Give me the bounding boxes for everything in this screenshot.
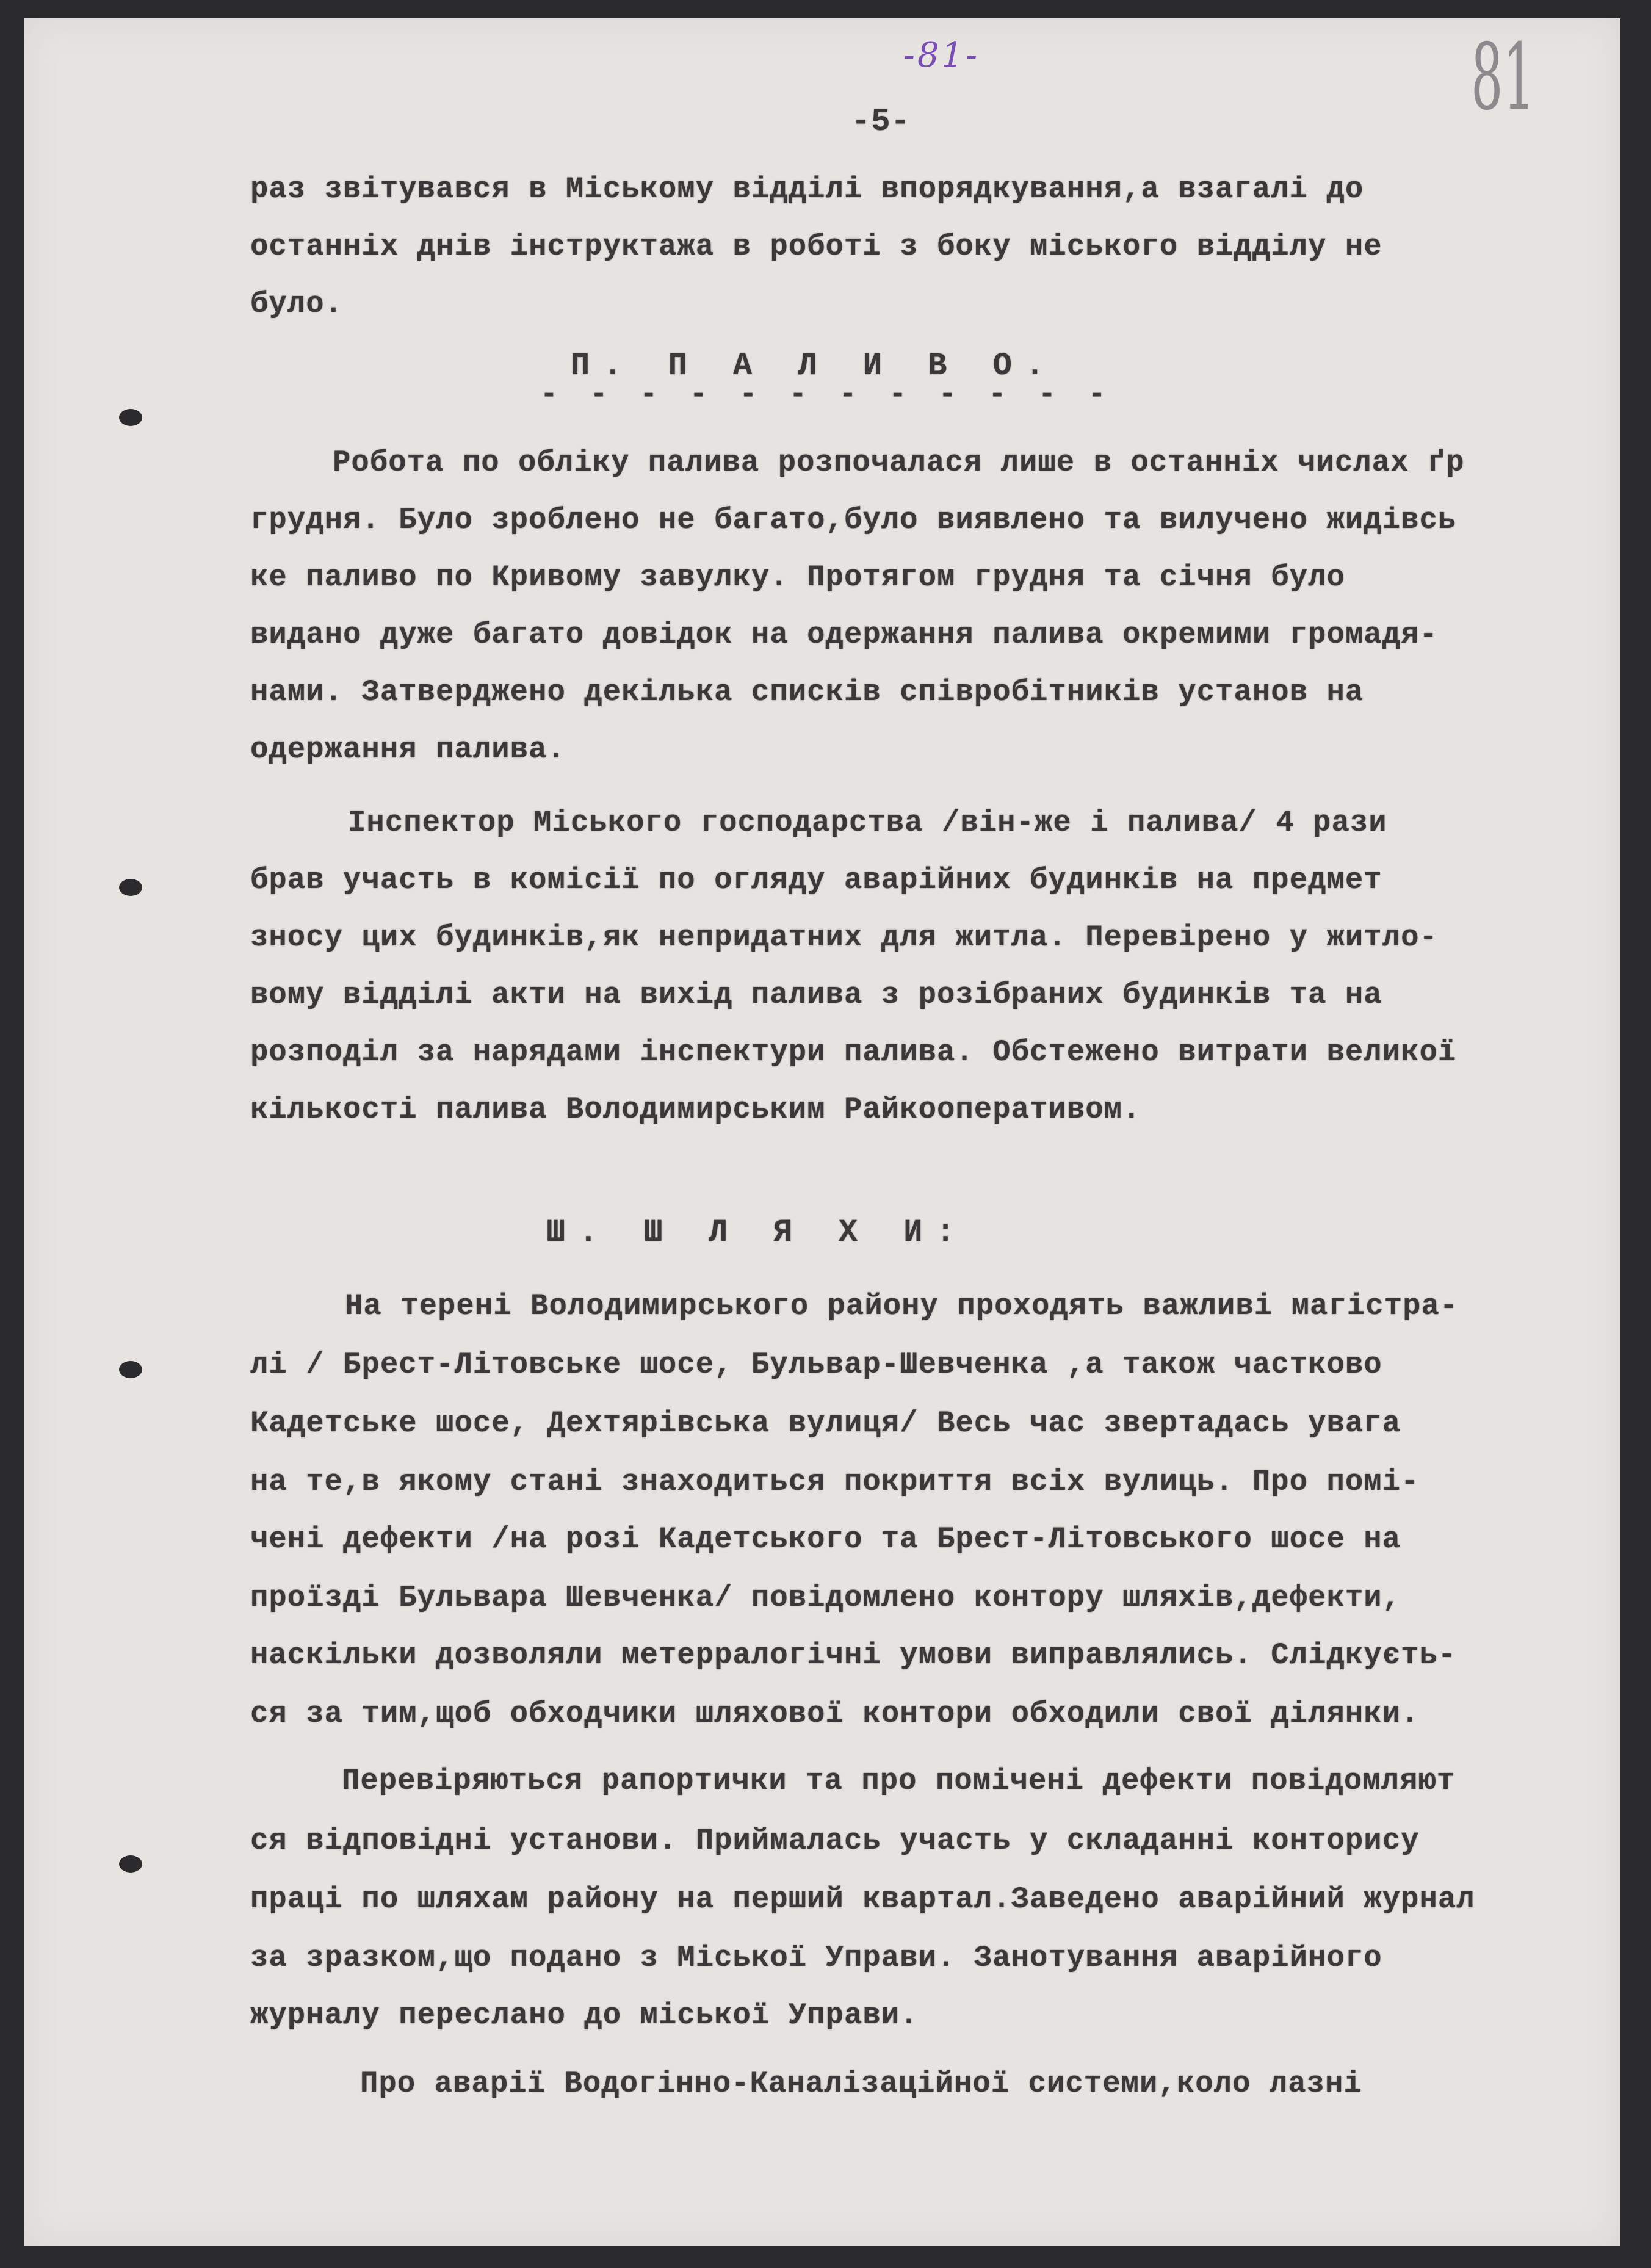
text-line: ся за тим,щоб обходчики шляхової контори обходили свої ділянки. (250, 1697, 1420, 1731)
text-line: на те,в якому стані знаходиться покриття всіх вулиць. Про помі- (250, 1465, 1420, 1499)
text-line: лі / Брест-Літовське шосе, Бульвар-Шевченка ,а також частково (250, 1348, 1382, 1382)
text-line: видано дуже багато довідок на одержання палива окремими громадя- (250, 618, 1438, 652)
section-title-underline: - - - - - - - - - - - - (540, 378, 1113, 411)
text-line: чені дефекти /на розі Кадетського та Брест-Літовського шосе на (250, 1522, 1401, 1556)
text-line: Перевіряються рапортички та про помічені дефекти повідомляют (342, 1764, 1456, 1798)
text-line: раз звітувався в Міському відділі впорядкування,а взагалі до (250, 172, 1364, 206)
text-line: Робота по обліку палива розпочалася лише в останніх числах ґр (333, 446, 1465, 480)
text-line: одержання палива. (250, 732, 566, 767)
punch-hole (119, 1361, 142, 1378)
text-line: наскільки дозволяли метерралогічні умови виправлялись. Слідкуєть- (250, 1638, 1457, 1672)
text-line: журналу переслано до міської Управи. (250, 1998, 919, 2032)
section-title-roads: Ш. Ш Л Я Х И: (546, 1215, 969, 1251)
text-line: проїзді Бульвара Шевченка/ повідомлено контору шляхів,дефекти, (250, 1581, 1401, 1615)
text-line: за зразком,що подано з Міської Управи. Занотування аварійного (250, 1941, 1382, 1975)
text-line: ке паливо по Кривому завулку. Протягом грудня та січня було (250, 560, 1345, 594)
archive-folio-number: 81 (1471, 24, 1535, 131)
text-line: вому відділі акти на вихід палива з розібраних будинків та на (250, 978, 1382, 1012)
text-line: було. (250, 287, 344, 321)
text-line: Про аварії Водогінно-Каналізаційної системи,коло лазні (360, 2067, 1362, 2101)
text-line: праці по шляхам району на перший квартал.Заведено аварійний журнал (250, 1882, 1475, 1916)
punch-hole (119, 879, 142, 896)
text-line: Кадетське шосе, Дехтярівська вулиця/ Весь час звертадась увага (250, 1406, 1401, 1440)
text-line: Інспектор Міського господарства /він-же і палива/ 4 рази (348, 806, 1387, 840)
text-line: На терені Володимирського району проходять важливі магістра- (345, 1289, 1459, 1323)
text-line: брав участь в комісії по огляду аварійних будинків на предмет (250, 863, 1382, 897)
section-title-fuel: П. П А Л И В О. (571, 348, 1058, 384)
punch-hole (119, 409, 142, 426)
punch-hole (119, 1855, 142, 1873)
text-line: розподіл за нарядами інспектури палива. Обстежено витрати великої (250, 1035, 1457, 1069)
text-line: нами. Затверджено декілька списків співробітників установ на (250, 675, 1364, 709)
typed-page-number: -5- (851, 104, 911, 140)
text-line: ся відповідні установи. Приймалась участь у складанні конторису (250, 1824, 1420, 1858)
text-line: кількості палива Володимирським Райкооперативом. (250, 1092, 1141, 1127)
text-line: останніх днів інструктажа в роботі з боку міського відділу не (250, 229, 1382, 264)
text-line: грудня. Було зроблено не багато,було виявлено та вилучено жидівсь (250, 503, 1457, 537)
handwritten-page-number: -81- (903, 35, 980, 75)
text-line: зносу цих будинків,як непридатних для житла. Перевірено у житло- (250, 920, 1438, 955)
